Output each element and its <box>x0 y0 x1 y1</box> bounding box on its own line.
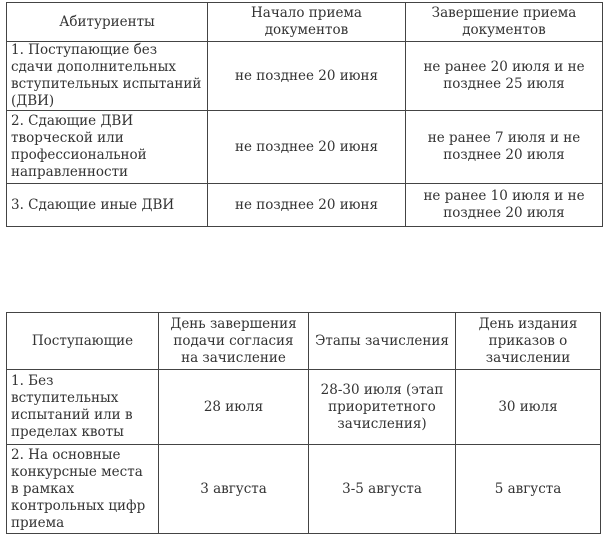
row-start: не позднее 20 июня <box>208 184 406 227</box>
row-end: не ранее 20 июля и не позднее 25 июля <box>406 42 603 111</box>
row-stages: 3-5 августа <box>309 445 456 534</box>
table-row <box>7 370 601 445</box>
row-end: не ранее 10 июля и не позднее 20 июля <box>406 184 603 227</box>
row-stages: 28-30 июля (этап приоритетного зачисления) <box>309 370 456 445</box>
row-order-date: 30 июля <box>456 370 601 445</box>
header-enrollment-stages: Этапы зачисления <box>309 313 456 370</box>
row-start: не позднее 20 июня <box>208 111 406 184</box>
table-row <box>7 42 603 111</box>
table-row <box>7 184 603 227</box>
row-order-date: 5 августа <box>456 445 601 534</box>
header-applicants: Поступающие <box>7 313 159 370</box>
table-row <box>7 445 601 534</box>
enrollment-dates-table <box>6 312 601 534</box>
header-applicants: Абитуриенты <box>7 3 208 42</box>
table-row <box>7 111 603 184</box>
row-end: не ранее 7 июля и не позднее 20 июля <box>406 111 603 184</box>
row-category: 3. Сдающие иные ДВИ <box>7 184 208 227</box>
row-consent-deadline: 28 июля <box>159 370 309 445</box>
row-category: 2. На основные конкурсные места в рамках контрольных цифр приема <box>7 445 159 534</box>
admission-dates-table <box>6 2 603 227</box>
row-category: 2. Сдающие ДВИ творческой или профессиональной направленности <box>7 111 208 184</box>
row-category: 1. Поступающие без сдачи дополнительных вступительных испытаний (ДВИ) <box>7 42 208 111</box>
row-category: 1. Без вступительных испытаний или в пределах квоты <box>7 370 159 445</box>
row-start: не позднее 20 июня <box>208 42 406 111</box>
row-consent-deadline: 3 августа <box>159 445 309 534</box>
table-header-row <box>7 3 603 42</box>
table-header-row <box>7 313 601 370</box>
header-consent-deadline: День завершения подачи согласия на зачисление <box>159 313 309 370</box>
header-order-date: День издания приказов о зачислении <box>456 313 601 370</box>
header-end-date: Завершение приема документов <box>406 3 603 42</box>
header-start-date: Начало приема документов <box>208 3 406 42</box>
